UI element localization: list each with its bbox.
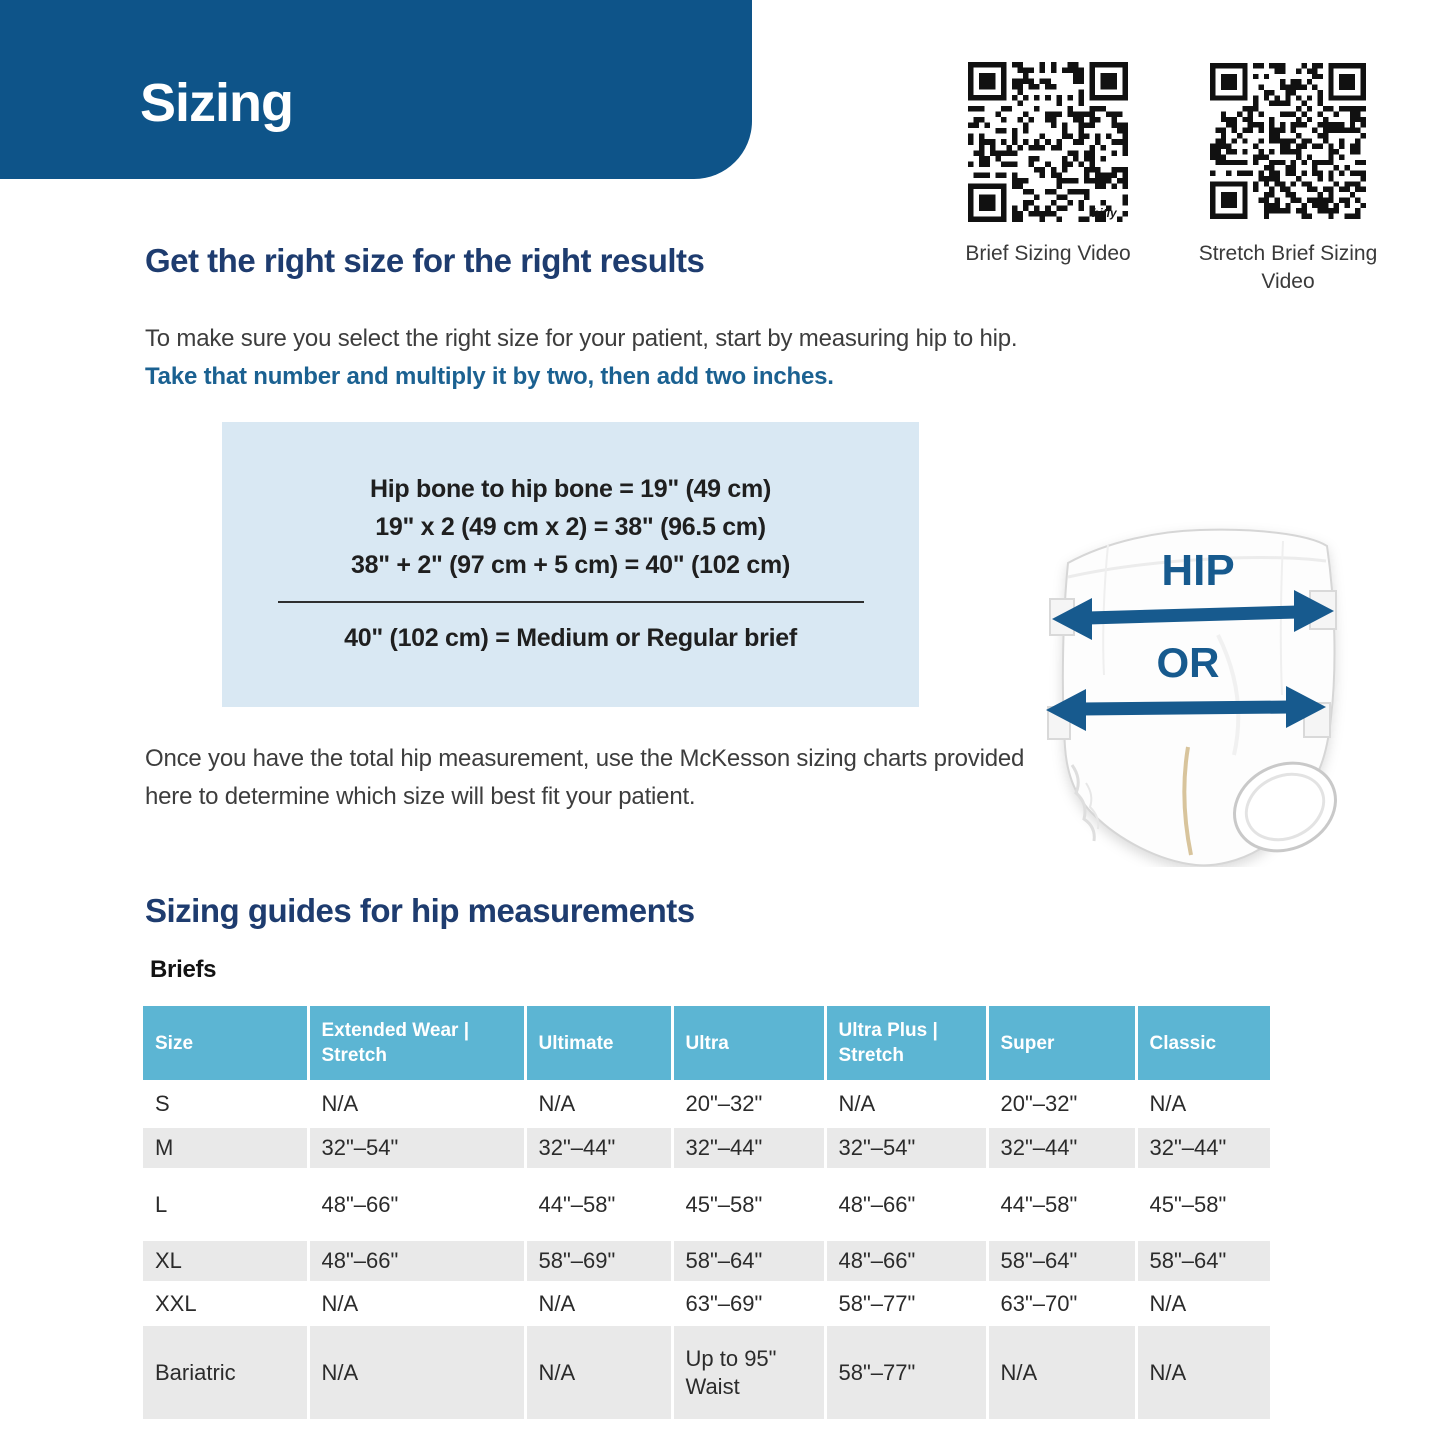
header-cell: Classic bbox=[1136, 1006, 1270, 1080]
calc-line-3: 38" + 2" (97 cm + 5 cm) = 40" (102 cm) bbox=[350, 551, 790, 579]
calc-result-or: or bbox=[608, 624, 647, 652]
calculation-example-box bbox=[222, 422, 919, 707]
after-box-paragraph: Once you have the total hip measurement, use the McKesson sizing charts provided here to determine which size will best fit your patient. bbox=[145, 745, 1025, 810]
value-cell: N/A bbox=[825, 1080, 987, 1128]
calc-result-suffix: brief bbox=[737, 624, 797, 652]
value-cell: 58"–69" bbox=[525, 1241, 672, 1281]
qr-code-stretch-brief-sizing bbox=[1210, 63, 1366, 219]
value-cell: 48"–66" bbox=[825, 1168, 987, 1241]
value-cell: 58"–77" bbox=[825, 1326, 987, 1419]
value-cell: 63"–69" bbox=[672, 1281, 825, 1326]
value-cell: 32"–44" bbox=[672, 1128, 825, 1168]
calc-result-regular: Regular bbox=[646, 624, 738, 652]
calc-line-2: 19" x 2 (49 cm x 2) = 38" (96.5 cm) bbox=[375, 513, 766, 541]
size-cell: XL bbox=[143, 1241, 308, 1281]
size-cell: L bbox=[143, 1168, 308, 1241]
intro-heading: Get the right size for the right results bbox=[145, 242, 705, 279]
page-title: Sizing bbox=[140, 73, 293, 133]
intro-paragraph bbox=[145, 320, 1067, 396]
qr-caption-stretch-brief: Stretch Brief Sizing Video bbox=[1198, 242, 1378, 293]
value-cell: 20"–32" bbox=[672, 1080, 825, 1128]
calc-result-prefix: 40" (102 cm) = bbox=[344, 624, 517, 652]
value-cell: N/A bbox=[987, 1326, 1136, 1419]
value-cell: 20"–32" bbox=[987, 1080, 1136, 1128]
brief-illustration bbox=[1038, 515, 1350, 867]
value-cell: 48"–66" bbox=[308, 1241, 525, 1281]
value-cell: 32"–44" bbox=[1149, 1135, 1227, 1160]
table-row bbox=[143, 1080, 1270, 1128]
size-cell: Bariatric bbox=[143, 1326, 308, 1419]
bitly-logo: bitly bbox=[1092, 206, 1117, 220]
value-cell: 48"–66" bbox=[825, 1241, 987, 1281]
briefs-sizing-table bbox=[143, 1006, 1270, 1419]
value-cell: 58"–64" bbox=[672, 1241, 825, 1281]
value-cell: N/A bbox=[308, 1326, 525, 1419]
value-cell: N/A bbox=[1149, 1290, 1187, 1316]
table-row bbox=[143, 1168, 1270, 1241]
qr-code-brief-sizing bbox=[968, 62, 1128, 222]
calc-line-1: Hip bone to hip bone = 19" (49 cm) bbox=[369, 475, 771, 503]
value-cell: N/A bbox=[1149, 1091, 1187, 1116]
value-cell: 58"–77" bbox=[825, 1281, 987, 1326]
header-cell: Extended Wear | Stretch bbox=[308, 1006, 525, 1080]
calc-result-medium: Medium bbox=[516, 624, 609, 652]
value-cell: 32"–54" bbox=[308, 1128, 525, 1168]
table-header bbox=[143, 1006, 1270, 1080]
qr-caption-brief: Brief Sizing Video bbox=[965, 242, 1131, 265]
value-cell: N/A bbox=[525, 1281, 672, 1326]
brief-measurement-figure bbox=[1038, 515, 1350, 867]
value-cell: N/A bbox=[525, 1326, 672, 1419]
value-cell: 45"–58" bbox=[672, 1168, 825, 1241]
size-cell: XXL bbox=[143, 1281, 308, 1326]
value-cell: 48"–66" bbox=[308, 1168, 525, 1241]
value-cell: 58"–64" bbox=[987, 1241, 1136, 1281]
sizing-guides-heading: Sizing guides for hip measurements bbox=[145, 892, 695, 929]
header-cell: Ultimate bbox=[525, 1006, 672, 1080]
value-cell: 32"–44" bbox=[525, 1128, 672, 1168]
size-cell: S bbox=[143, 1080, 308, 1128]
calc-result-line bbox=[222, 624, 919, 653]
value-cell: 44"–58" bbox=[525, 1168, 672, 1241]
table-row bbox=[143, 1128, 1270, 1168]
header-cell: Ultra bbox=[672, 1006, 825, 1080]
briefs-subheading: Briefs bbox=[150, 956, 217, 983]
value-cell: 45"–58" bbox=[1149, 1191, 1227, 1217]
value-cell: 58"–64" bbox=[1149, 1248, 1227, 1273]
value-cell: 63"–70" bbox=[987, 1281, 1136, 1326]
calc-divider bbox=[278, 601, 864, 603]
table-row bbox=[143, 1241, 1270, 1281]
value-cell: 32"–54" bbox=[825, 1128, 987, 1168]
value-cell: N/A bbox=[308, 1281, 525, 1326]
value-cell: N/A bbox=[308, 1080, 525, 1128]
table-row bbox=[143, 1281, 1270, 1326]
value-cell: N/A bbox=[1149, 1359, 1187, 1385]
value-cell: N/A bbox=[525, 1080, 672, 1128]
value-cell: Up to 95" Waist bbox=[672, 1326, 825, 1419]
header-cell: Super bbox=[987, 1006, 1136, 1080]
intro-paragraph-regular: To make sure you select the right size for your patient, start by measuring hip to hip. bbox=[145, 325, 1018, 352]
header-cell: Size bbox=[143, 1006, 308, 1080]
hip-label: HIP bbox=[1161, 546, 1235, 595]
value-cell: 44"–58" bbox=[987, 1168, 1136, 1241]
header-cell: Ultra Plus | Stretch bbox=[825, 1006, 987, 1080]
value-cell: 32"–44" bbox=[987, 1128, 1136, 1168]
size-cell: M bbox=[143, 1128, 308, 1168]
title-banner bbox=[0, 0, 752, 179]
table-row bbox=[143, 1326, 1270, 1419]
or-label: OR bbox=[1156, 639, 1220, 686]
intro-paragraph-bold: Take that number and multiply it by two, then add two inches. bbox=[145, 363, 834, 390]
